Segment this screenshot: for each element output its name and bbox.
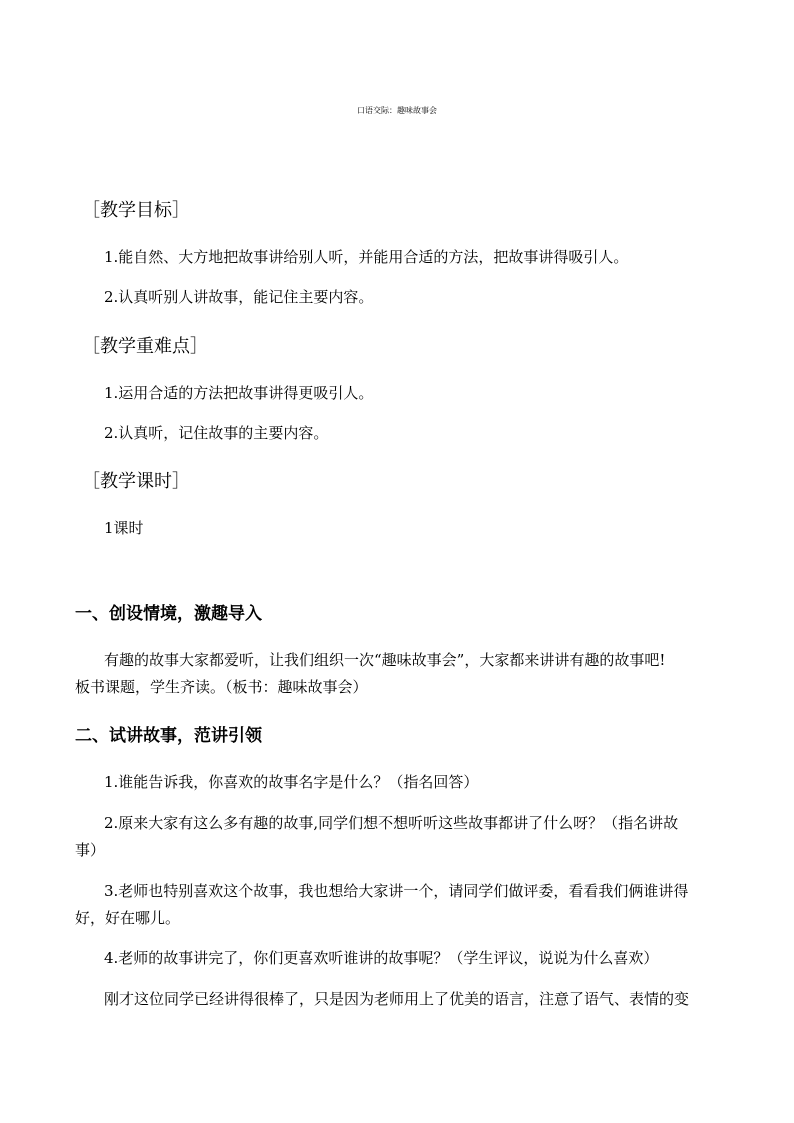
- section2-paragraph-3-line-1: 3.老师也特别喜欢这个故事，我也想给大家讲一个，请同学们做评委，看看我们俩谁讲得: [104, 882, 689, 900]
- section1-line-1: 有趣的故事大家都爱听，让我们组织一次“趣味故事会”，大家都来讲讲有趣的故事吧!: [104, 651, 666, 669]
- page-title: 口语交际：趣味故事会: [357, 106, 437, 115]
- section2-paragraph-1: 1.谁能告诉我，你喜欢的故事名字是什么？（指名回答）: [104, 773, 479, 791]
- goal-item-2: 2.认真听别人讲故事，能记住主要内容。: [104, 288, 374, 306]
- section2-paragraph-2-line-2: 事）: [75, 841, 106, 859]
- goal-item-1: 1.能自然、大方地把故事讲给别人听，并能用合适的方法，把故事讲得吸引人。: [104, 248, 629, 266]
- section2-heading: 二、试讲故事，范讲引领: [75, 726, 262, 746]
- goals-heading: ［教学目标］: [82, 200, 190, 221]
- section2-paragraph-3-line-2: 好，好在哪儿。: [75, 909, 181, 927]
- key-point-item-1: 1.运用合适的方法把故事讲得更吸引人。: [104, 384, 374, 402]
- section1-heading: 一、创设情境，激趣导入: [75, 604, 262, 624]
- periods-text: 1课时: [104, 519, 144, 537]
- key-point-item-2: 2.认真听，记住故事的主要内容。: [104, 424, 329, 442]
- section1-line-2: 板书课题，学生齐读。（板书：趣味故事会）: [75, 678, 368, 696]
- periods-heading: ［教学课时］: [82, 471, 190, 492]
- section2-paragraph-2-line-1: 2.原来大家有这么多有趣的故事,同学们想不想听听这些故事都讲了什么呀？（指名讲故: [104, 814, 679, 832]
- key-points-heading: ［教学重难点］: [82, 336, 208, 357]
- section2-paragraph-4: 4.老师的故事讲完了，你们更喜欢听谁讲的故事呢？（学生评议，说说为什么喜欢）: [104, 949, 659, 967]
- section2-paragraph-5: 刚才这位同学已经讲得很棒了，只是因为老师用上了优美的语言，注意了语气、表情的变: [104, 990, 690, 1008]
